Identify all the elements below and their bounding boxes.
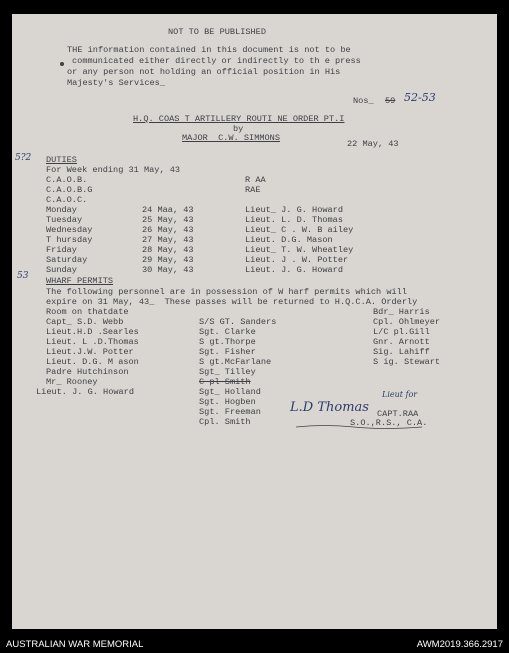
duty-officer: Lieut_ C . W. B ailey — [245, 225, 354, 235]
permit-holder: Padre Hutchinson — [46, 367, 129, 377]
duty-day: Wednesday — [46, 225, 93, 235]
order-date: 22 May, 43 — [347, 139, 399, 149]
permit-holder: Lieut. L .D.Thomas — [46, 337, 139, 347]
permit-holder: Mr_ Rooney — [46, 377, 98, 387]
duty-date: 29 May, 43 — [142, 255, 194, 265]
permit-holder: L/C pl.Gill — [373, 327, 430, 337]
order-title: H.Q. COAS T ARTILLERY ROUTI NE ORDER PT.I — [133, 114, 345, 124]
permit-holder: Sig. Lahiff — [373, 347, 430, 357]
duty-day: T hursday — [46, 235, 93, 245]
footer-institution: AUSTRALIAN WAR MEMORIAL — [6, 639, 144, 650]
permit-holder: Lieut.H.D .Searles — [46, 327, 139, 337]
permit-holder: Lieut. D.G. M ason — [46, 357, 139, 367]
signature-underline — [294, 424, 424, 430]
duty-officer: Lieut. J. G. Howard — [245, 265, 343, 275]
duty-row-left: C.A.O.B. — [46, 175, 88, 185]
nos-label: Nos_ — [353, 96, 374, 106]
wharf-margin-number: 53 — [17, 271, 29, 281]
wharf-heading: WHARF PERMITS — [46, 276, 114, 286]
permit-holder: Sgt. Hogben — [199, 397, 256, 407]
duty-date: 25 May, 43 — [142, 215, 194, 225]
permit-holder: S ig. Stewart — [373, 357, 441, 367]
duty-date: 27 May, 43 — [142, 235, 194, 245]
permit-holder: Sgt_ Tilley — [199, 367, 256, 377]
duty-officer: Lieut. L. D. Thomas — [245, 215, 343, 225]
permit-holder: S/S GT. Sanders — [199, 317, 277, 327]
duty-date: 28 May, 43 — [142, 245, 194, 255]
duties-week: For Week ending 31 May, 43 — [46, 165, 181, 175]
duty-officer: Lieut. J . W. Potter — [245, 255, 349, 265]
permit-holder: Lieut. J. G. Howard — [36, 387, 134, 397]
duties-margin-number: 5?2 — [15, 153, 32, 163]
footer-accession: AWM2019.366.2917 — [416, 639, 503, 650]
permit-holder: Cpl. Ohlmeyer — [373, 317, 441, 327]
permit-holder: S gt.Thorpe — [199, 337, 256, 347]
duty-date: 26 May, 43 — [142, 225, 194, 235]
order-by: by — [233, 124, 244, 134]
permit-holder: Cpl. Smith — [199, 417, 251, 427]
duty-day: Saturday — [46, 255, 88, 265]
permit-holder: S gt.McFarlane — [199, 357, 272, 367]
duty-officer: Lieut_ T. W. Wheatley — [245, 245, 354, 255]
order-major: MAJOR C.W. SIMMONS — [182, 133, 280, 143]
warning-line-3: or any person not holding an official position in His — [67, 67, 341, 77]
bullet-mark — [60, 62, 64, 66]
duty-row-right: R AA — [245, 175, 266, 185]
duty-day: Sunday — [46, 265, 77, 275]
permit-holder: Sgt. Freeman — [199, 407, 261, 417]
duty-row-right: RAE — [245, 185, 261, 195]
permit-holder: Lieut.J.W. Potter — [46, 347, 134, 357]
signature-handwritten: L.D Thomas — [290, 400, 369, 415]
nos-handwritten: 52-53 — [404, 91, 436, 104]
wharf-text-1: The following personnel are in possession of W harf permits which will — [46, 287, 407, 297]
wharf-text-3: Room on thatdate — [46, 307, 129, 317]
nos-struck: 59 — [385, 96, 396, 106]
permit-holder: Sgt. Fisher — [199, 347, 256, 357]
duty-day: Friday — [46, 245, 77, 255]
classification-heading: NOT TO BE PUBLISHED — [168, 27, 266, 37]
signature-annotation: Lieut for — [382, 390, 418, 399]
warning-line-4: Majesty's Services_ — [67, 78, 165, 88]
permit-holder: Bdr_ Harris — [373, 307, 430, 317]
duties-heading: DUTIES — [46, 155, 77, 165]
wharf-text-2: expire on 31 May, 43_ These passes will be returned to H.Q.C.A. Orderly — [46, 297, 418, 307]
duty-day: Tuesday — [46, 215, 83, 225]
permit-holder: Capt_ S.D. Webb — [46, 317, 124, 327]
duty-row-left: C.A.O.B.G — [46, 185, 93, 195]
permit-holder-struck: C pl Smith — [199, 377, 251, 387]
signature-rank: CAPT.RAA — [377, 409, 419, 419]
warning-line-2: communicated either directly or indirectly to th e press — [72, 56, 361, 66]
duty-day: Monday — [46, 205, 77, 215]
document-page — [12, 14, 497, 629]
duty-officer: Lieut. D.G. Mason — [245, 235, 333, 245]
permit-holder: Sgt. Clarke — [199, 327, 256, 337]
duty-date: 30 May, 43 — [142, 265, 194, 275]
duty-officer: Lieut_ J. G. Howard — [245, 205, 343, 215]
duty-row-left: C.A.O.C. — [46, 195, 88, 205]
duty-date: 24 Maa, 43 — [142, 205, 194, 215]
footer-bar — [0, 636, 509, 653]
permit-holder: Sgt_ Holland — [199, 387, 261, 397]
permit-holder: Gnr. Arnott — [373, 337, 430, 347]
warning-line-1: THE information contained in this document is not to be — [67, 45, 351, 55]
signature-office: S.O.,R.S., C.A. — [350, 418, 428, 428]
